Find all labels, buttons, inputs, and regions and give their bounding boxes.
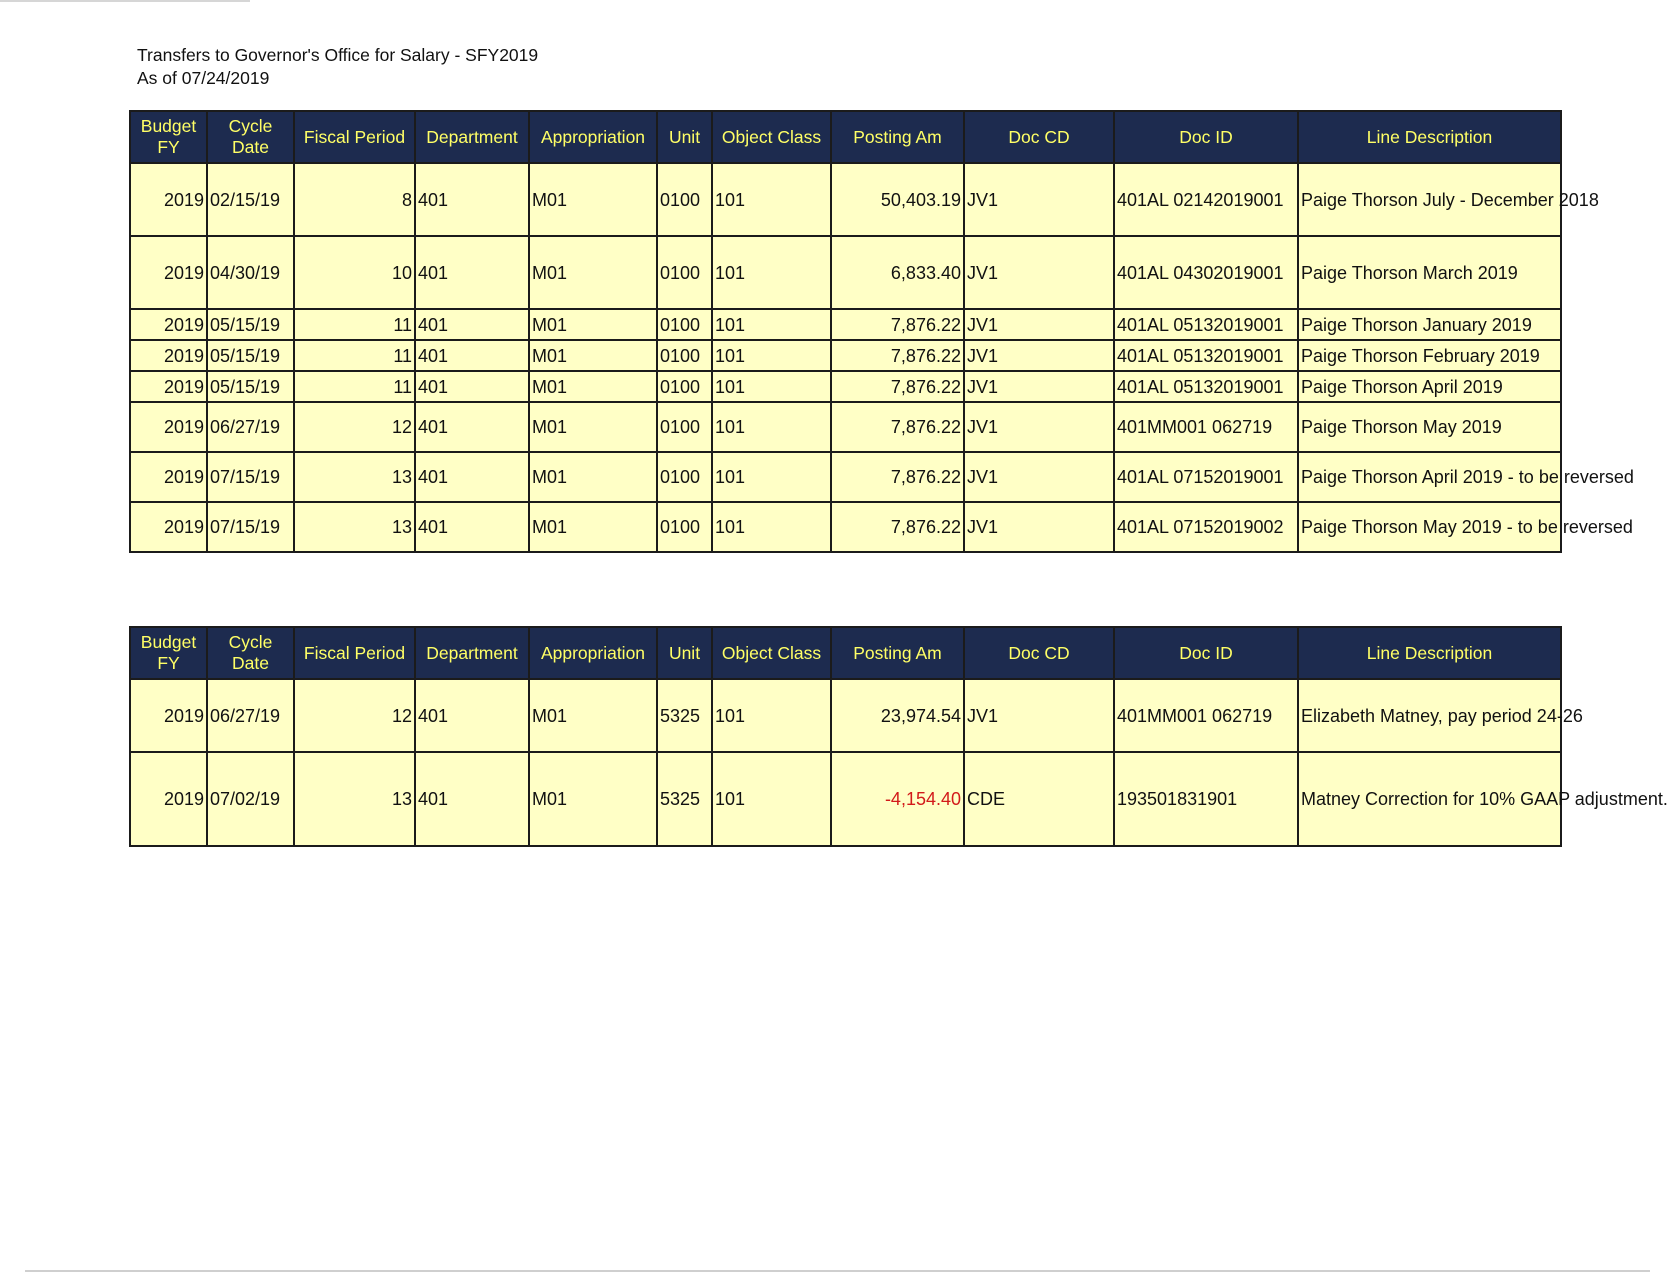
cell-unit: 0100	[657, 452, 712, 502]
cell-doc-cd: JV1	[964, 371, 1114, 402]
cell-unit: 0100	[657, 309, 712, 340]
cell-line-description: Paige Thorson April 2019	[1298, 371, 1561, 402]
table-row	[130, 402, 1561, 452]
cell-unit: 0100	[657, 236, 712, 309]
header-row	[130, 627, 1561, 679]
cell-cycle-date: 05/15/19	[207, 371, 294, 402]
report-header	[137, 44, 538, 90]
cell-fiscal-period: 12	[294, 402, 415, 452]
cell-budget-fy: 2019	[130, 340, 207, 371]
cell-department: 401	[415, 402, 529, 452]
cell-posting-amount: 7,876.22	[831, 340, 964, 371]
table-row	[130, 452, 1561, 502]
cell-fiscal-period: 13	[294, 752, 415, 846]
col-header-posting-amount: Posting Am	[831, 111, 964, 163]
cell-fiscal-period: 12	[294, 679, 415, 752]
cell-department: 401	[415, 236, 529, 309]
scan-edge-bottom	[25, 1270, 1650, 1272]
table-row	[130, 163, 1561, 236]
cell-appropriation: M01	[529, 340, 657, 371]
report-date: As of 07/24/2019	[137, 68, 270, 88]
cell-department: 401	[415, 452, 529, 502]
cell-doc-id: 401AL 04302019001	[1114, 236, 1298, 309]
cell-fiscal-period: 11	[294, 309, 415, 340]
col-header-cycle-date: Cycle Date	[207, 111, 294, 163]
col-header-fiscal-period: Fiscal Period	[294, 111, 415, 163]
cell-cycle-date: 06/27/19	[207, 679, 294, 752]
col-header-object-class: Object Class	[712, 627, 831, 679]
cell-cycle-date: 07/15/19	[207, 452, 294, 502]
cell-unit: 5325	[657, 752, 712, 846]
table-row	[130, 236, 1561, 309]
cell-posting-amount: 6,833.40	[831, 236, 964, 309]
cell-budget-fy: 2019	[130, 371, 207, 402]
col-header-appropriation: Appropriation	[529, 111, 657, 163]
col-header-appropriation: Appropriation	[529, 627, 657, 679]
cell-fiscal-period: 13	[294, 502, 415, 552]
cell-posting-amount: -4,154.40	[831, 752, 964, 846]
cell-object-class: 101	[712, 452, 831, 502]
col-header-cycle-date: Cycle Date	[207, 627, 294, 679]
col-header-department: Department	[415, 627, 529, 679]
cell-fiscal-period: 8	[294, 163, 415, 236]
cell-fiscal-period: 13	[294, 452, 415, 502]
cell-doc-cd: JV1	[964, 163, 1114, 236]
cell-object-class: 101	[712, 502, 831, 552]
cell-doc-cd: JV1	[964, 309, 1114, 340]
cell-doc-cd: JV1	[964, 502, 1114, 552]
transfers-table-1	[129, 110, 1634, 553]
cell-object-class: 101	[712, 309, 831, 340]
col-header-department: Department	[415, 111, 529, 163]
col-header-line-description: Line Description	[1298, 111, 1561, 163]
col-header-unit: Unit	[657, 627, 712, 679]
cell-budget-fy: 2019	[130, 452, 207, 502]
cell-posting-amount: 7,876.22	[831, 371, 964, 402]
cell-unit: 0100	[657, 402, 712, 452]
col-header-fiscal-period: Fiscal Period	[294, 627, 415, 679]
table-1-body	[130, 163, 1634, 552]
cell-unit: 0100	[657, 340, 712, 371]
cell-doc-id: 193501831901	[1114, 752, 1298, 846]
cell-doc-id: 401AL 07152019002	[1114, 502, 1298, 552]
cell-department: 401	[415, 371, 529, 402]
cell-fiscal-period: 11	[294, 371, 415, 402]
cell-appropriation: M01	[529, 752, 657, 846]
cell-budget-fy: 2019	[130, 309, 207, 340]
cell-appropriation: M01	[529, 309, 657, 340]
cell-appropriation: M01	[529, 502, 657, 552]
cell-posting-amount: 7,876.22	[831, 452, 964, 502]
cell-object-class: 101	[712, 679, 831, 752]
cell-department: 401	[415, 340, 529, 371]
col-header-doc-cd: Doc CD	[964, 111, 1114, 163]
cell-doc-cd: JV1	[964, 402, 1114, 452]
cell-posting-amount: 7,876.22	[831, 502, 964, 552]
transfers-table-2	[129, 626, 1668, 847]
col-header-posting-amount: Posting Am	[831, 627, 964, 679]
table-row	[130, 679, 1561, 752]
cell-posting-amount: 7,876.22	[831, 309, 964, 340]
cell-fiscal-period: 11	[294, 340, 415, 371]
col-header-budget-fy: Budget FY	[130, 111, 207, 163]
cell-cycle-date: 04/30/19	[207, 236, 294, 309]
cell-appropriation: M01	[529, 402, 657, 452]
cell-cycle-date: 07/15/19	[207, 502, 294, 552]
col-header-object-class: Object Class	[712, 111, 831, 163]
cell-object-class: 101	[712, 236, 831, 309]
cell-object-class: 101	[712, 371, 831, 402]
cell-object-class: 101	[712, 340, 831, 371]
cell-appropriation: M01	[529, 371, 657, 402]
table-row	[130, 309, 1561, 340]
cell-object-class: 101	[712, 163, 831, 236]
cell-department: 401	[415, 163, 529, 236]
cell-department: 401	[415, 752, 529, 846]
cell-unit: 0100	[657, 371, 712, 402]
cell-budget-fy: 2019	[130, 163, 207, 236]
cell-doc-cd: JV1	[964, 452, 1114, 502]
cell-unit: 5325	[657, 679, 712, 752]
report-title: Transfers to Governor's Office for Salary - SFY2019	[137, 45, 539, 65]
table-row	[130, 371, 1561, 402]
cell-appropriation: M01	[529, 452, 657, 502]
cell-doc-id: 401AL 05132019001	[1114, 340, 1298, 371]
cell-doc-cd: JV1	[964, 340, 1114, 371]
cell-cycle-date: 02/15/19	[207, 163, 294, 236]
col-header-budget-fy: Budget FY	[130, 627, 207, 679]
table-row	[130, 340, 1561, 371]
cell-line-description: Paige Thorson May 2019 - to be reversed	[1298, 502, 1561, 552]
cell-object-class: 101	[712, 402, 831, 452]
cell-unit: 0100	[657, 163, 712, 236]
cell-budget-fy: 2019	[130, 752, 207, 846]
cell-cycle-date: 05/15/19	[207, 309, 294, 340]
cell-line-description: Paige Thorson April 2019 - to be reversed	[1298, 452, 1561, 502]
cell-budget-fy: 2019	[130, 502, 207, 552]
cell-line-description: Elizabeth Matney, pay period 24-26	[1298, 679, 1561, 752]
cell-doc-id: 401AL 02142019001	[1114, 163, 1298, 236]
cell-doc-id: 401MM001 062719	[1114, 402, 1298, 452]
header-row	[130, 111, 1561, 163]
scan-edge-top	[0, 0, 250, 2]
table-2-body	[130, 679, 1668, 846]
cell-appropriation: M01	[529, 679, 657, 752]
col-header-doc-cd: Doc CD	[964, 627, 1114, 679]
cell-doc-id: 401AL 05132019001	[1114, 309, 1298, 340]
cell-posting-amount: 7,876.22	[831, 402, 964, 452]
col-header-unit: Unit	[657, 111, 712, 163]
cell-doc-id: 401MM001 062719	[1114, 679, 1298, 752]
cell-doc-cd: CDE	[964, 752, 1114, 846]
cell-cycle-date: 07/02/19	[207, 752, 294, 846]
cell-line-description: Paige Thorson July - December 2018	[1298, 163, 1561, 236]
cell-doc-cd: JV1	[964, 679, 1114, 752]
cell-appropriation: M01	[529, 163, 657, 236]
cell-line-description: Paige Thorson March 2019	[1298, 236, 1561, 309]
table-row	[130, 502, 1561, 552]
cell-doc-cd: JV1	[964, 236, 1114, 309]
col-header-doc-id: Doc ID	[1114, 627, 1298, 679]
cell-department: 401	[415, 679, 529, 752]
col-header-doc-id: Doc ID	[1114, 111, 1298, 163]
cell-unit: 0100	[657, 502, 712, 552]
cell-line-description: Paige Thorson January 2019	[1298, 309, 1561, 340]
col-header-line-description: Line Description	[1298, 627, 1561, 679]
cell-posting-amount: 50,403.19	[831, 163, 964, 236]
cell-object-class: 101	[712, 752, 831, 846]
cell-posting-amount: 23,974.54	[831, 679, 964, 752]
cell-line-description: Paige Thorson May 2019	[1298, 402, 1561, 452]
table-row	[130, 752, 1561, 846]
cell-budget-fy: 2019	[130, 402, 207, 452]
cell-line-description: Matney Correction for 10% GAAP adjustment.	[1298, 752, 1561, 846]
cell-cycle-date: 05/15/19	[207, 340, 294, 371]
cell-doc-id: 401AL 07152019001	[1114, 452, 1298, 502]
cell-doc-id: 401AL 05132019001	[1114, 371, 1298, 402]
cell-fiscal-period: 10	[294, 236, 415, 309]
cell-department: 401	[415, 502, 529, 552]
cell-department: 401	[415, 309, 529, 340]
cell-cycle-date: 06/27/19	[207, 402, 294, 452]
cell-budget-fy: 2019	[130, 236, 207, 309]
cell-line-description: Paige Thorson February 2019	[1298, 340, 1561, 371]
cell-budget-fy: 2019	[130, 679, 207, 752]
cell-appropriation: M01	[529, 236, 657, 309]
